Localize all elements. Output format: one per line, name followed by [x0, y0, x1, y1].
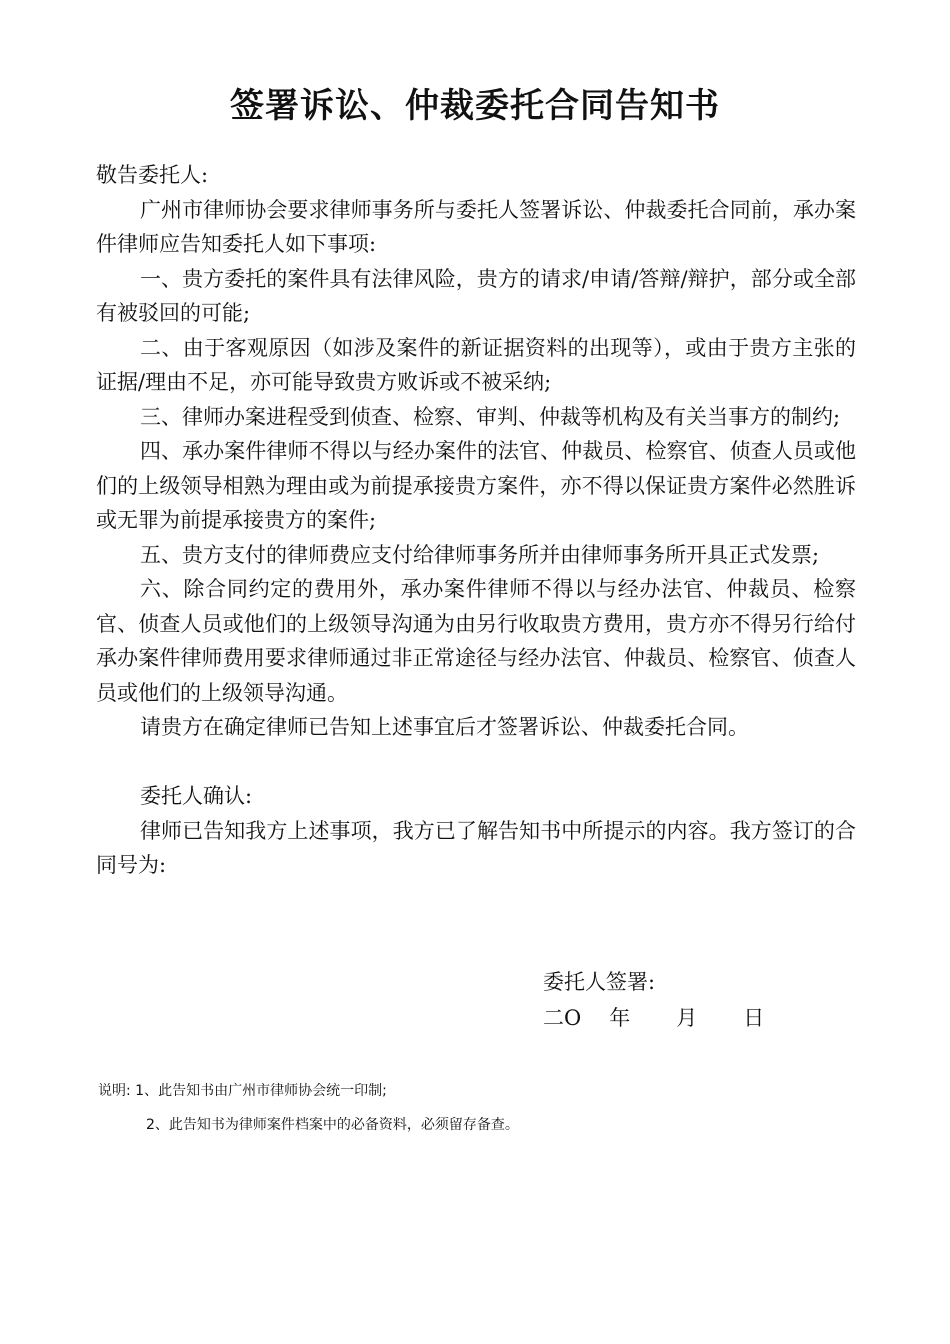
- date-day-label: 日: [743, 1006, 765, 1030]
- confirm-heading: 委托人确认:: [140, 784, 253, 808]
- note-1: 说明: 1、此告知书由广州市律师协会统一印制;: [98, 1083, 387, 1099]
- confirm-paragraph: 律师已告知我方上述事项，我方已了解告知书中所提示的内容。我方签订的合同号为:: [96, 818, 856, 877]
- salutation: 敬告委托人:: [96, 163, 209, 187]
- date-month-label: 月: [676, 1006, 698, 1030]
- notes: [98, 1074, 519, 1142]
- note-2: 2、此告知书为律师案件档案中的必备资料，必须留存备查。: [146, 1117, 519, 1133]
- section-gap: [96, 745, 856, 780]
- date-year-prefix: 二O: [543, 1006, 582, 1030]
- item-2: 二、由于客观原因（如涉及案件的新证据资料的出现等），或由于贵方主张的证据/理由不足，亦可能导致贵方败诉或不被采纳;: [96, 335, 856, 394]
- signature-block: [543, 964, 764, 1036]
- item-4: 四、承办案件律师不得以与经办案件的法官、仲裁员、检察官、侦查人员或他们的上级领导相熟为理由或为前提承接贵方案件，亦不得以保证贵方案件必然胜诉或无罪为前提承接贵方的案件;: [96, 439, 856, 532]
- document-body: [96, 158, 856, 883]
- item-3: 三、律师办案进程受到侦查、检察、审判、仲裁等机构及有关当事方的制约;: [140, 404, 841, 429]
- intro-paragraph: 广州市律师协会要求律师事务所与委托人签署诉讼、仲裁委托合同前，承办案件律师应告知委托人如下事项:: [96, 197, 856, 256]
- item-1: 一、贵方委托的案件具有法律风险，贵方的请求/申请/答辩/辩护，部分或全部有被驳回的可能;: [96, 266, 856, 325]
- date-year-label: 年: [609, 1006, 631, 1030]
- signature-date: [543, 1000, 764, 1036]
- document-title: 签署诉讼、仲裁委托合同告知书: [230, 86, 720, 126]
- closing-paragraph: 请贵方在确定律师已告知上述事宜后才签署诉讼、仲裁委托合同。: [140, 715, 749, 739]
- item-6: 六、除合同约定的费用外，承办案件律师不得以与经办法官、仲裁员、检察官、侦查人员或他们的上级领导沟通为由另行收取贵方费用，贵方亦不得另行给付承办案件律师费用要求律师通过非正常途径与经办法官、仲裁员、检察官、侦查人员或他们的上级领导沟通。: [96, 577, 856, 705]
- item-5: 五、贵方支付的律师费应支付给律师事务所并由律师事务所开具正式发票;: [140, 542, 820, 567]
- signature-label: 委托人签署:: [543, 970, 656, 994]
